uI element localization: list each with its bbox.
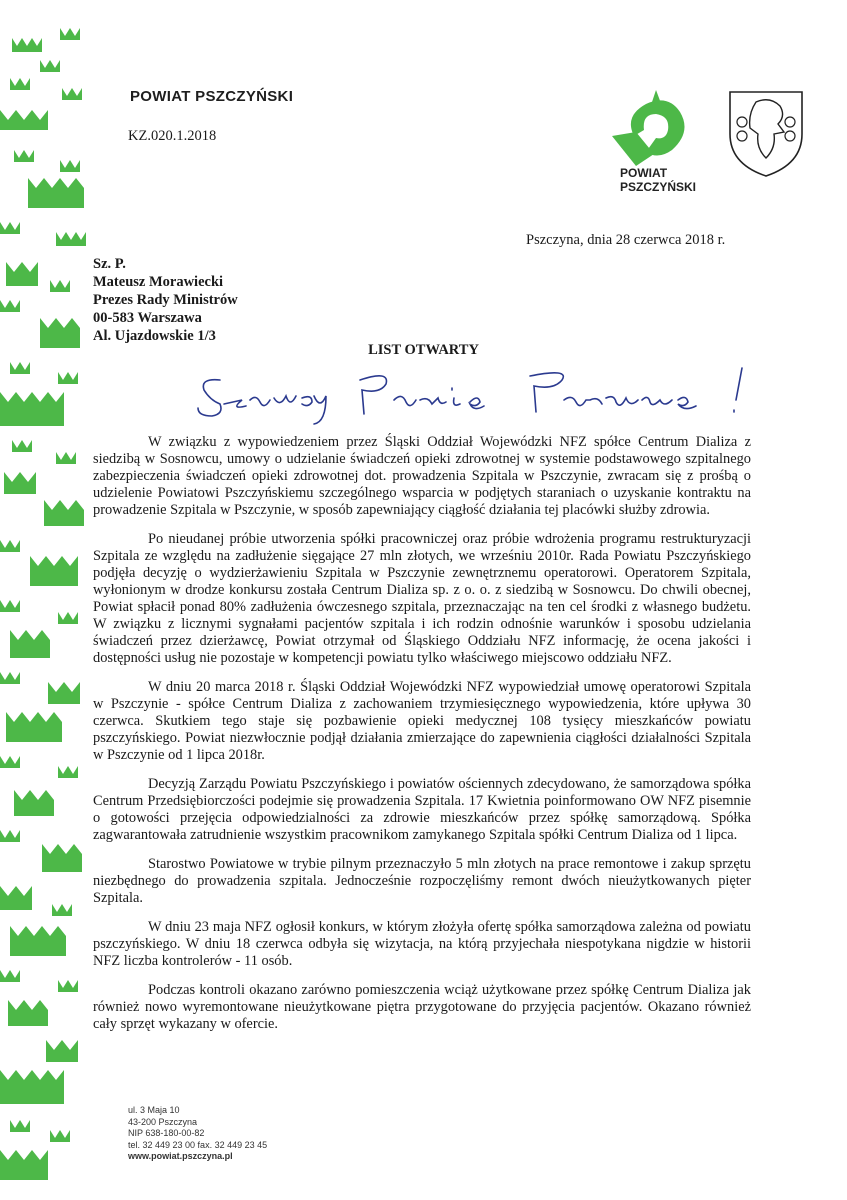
addressee-street: Al. Ujazdowskie 1/3 [93,328,216,344]
handwritten-salutation [190,360,770,430]
body-paragraph-5: Starostwo Powiatowe w trybie pilnym przeznaczyło 5 mln złotych na prace remontowe i zakup sprzętu niezbędnego do prowadzenia szpitala. Jednocześnie rozpoczęliśmy remont dwóch nieużytkowanych pięter Szpitala. [93,856,751,906]
addressee-position: Prezes Rady Ministrów [93,292,238,308]
footer-nip: NIP 638-180-00-82 [128,1128,205,1138]
decorative-crown-border [0,0,90,1200]
addressee-postal: 00-583 Warszawa [93,310,202,326]
footer-city: 43-200 Pszczyna [128,1116,198,1127]
logo-text-line2: PSZCZYŃSKI [620,180,697,194]
organization-name: POWIAT PSZCZYŃSKI [130,88,294,105]
coat-of-arms-icon [726,88,806,178]
letter-title-text: LIST OTWARTY [368,342,479,358]
logo-text-line1: POWIAT [620,166,668,180]
date-line: Pszczyna, dnia 28 czerwca 2018 r. [526,232,726,248]
footer-contact [128,1105,267,1163]
footer-phone: tel. 32 449 23 00 fax. 32 449 23 45 [128,1139,268,1150]
letter-title [0,342,847,359]
body-paragraph-6: W dniu 23 maja NFZ ogłosił konkurs, w którym złożyła ofertę spółka samorządowa zależna od powiatu pszczyńskiego. W dniu 18 czerwca odbyła się wizytacja, na którą przyjechała niespotykana nigdzie w historii NFZ liczba kontrolerów - 11 osób. [93,919,751,969]
addressee-salutation: Sz. P. [93,256,126,272]
reference-number: KZ.020.1.2018 [128,128,217,144]
body-paragraph-2: Po nieudanej próbie utworzenia spółki pracowniczej oraz próbie wdrożenia programu restrukturyzacji Szpitala ze względu na zadłużenie sięgające 27 mln złotych, we wrześniu 2010r. Rada Powiatu Pszczyńskiego podjęła decyzję o wydzierżawieniu Szpitala w Pszczynie zewnętrznemu operatorowi. Operatorem Szpitala, wyłonionym w drodze konkursu została Centrum Dializa sp. z o. o. z siedzibą w Sosnowcu. Do chwili obecnej, Powiat spłacił ponad 80% zadłużenia ówczesnego szpitala, przeznaczając na ten cel środki z własnego budżetu. W związku z licznymi sygnałami pacjentów szpitala i ich rodzin odnośnie warunków i sposobu udzielania świadczeń przez dzierżawcę, Powiat otrzymał od Śląskiego Oddziału NFZ informację, że ocena jakości i dostępności usług nie pozostaje w kompetencji powiatu tylko właściwego miejscowo oddziału NFZ. [93,531,751,666]
addressee-block [93,255,238,345]
addressee-name: Mateusz Morawiecki [93,274,224,290]
body-paragraph-4: Decyzją Zarządu Powiatu Pszczyńskiego i powiatów ościennych zdecydowano, że samorządowa spółka Centrum Przedsiębiorczości podejmie się prowadzenia Szpitala. 17 Kwietnia poinformowano OW NFZ pisemnie o gotowości przejęcia odpowiedzialności za zdrowie mieszkańców przez spółkę samorządową. Spółka zagwarantowała zatrudnienie wszystkim pracownikom zamykanego Szpitala spółki Centrum Dializa od 1 lipca. [93,776,751,843]
body-paragraph-3: W dniu 20 marca 2018 r. Śląski Oddział Wojewódzki NFZ wypowiedział umowę operatorowi Szpitala w Pszczynie - spółce Centrum Dializa z zachowaniem trzymiesięcznego wypowiedzenia, które upływa 30 czerwca. Skutkiem tego staje się pozbawienie opieki medycznej 108 tysięcy mieszkańców powiatu pszczyńskiego. Powiat niezwłocznie podjął działania zmierzające do zapewnienia ciągłości działalności Szpitala w Pszczynie od 1 lipca 2018r. [93,679,751,763]
logo-wordmark [620,166,696,194]
body-paragraph-1: W związku z wypowiedzeniem przez Śląski Oddział Wojewódzki NFZ spółce Centrum Dializa z siedzibą w Sosnowcu, umowy o udzielanie świadczeń opieki zdrowotnej w systemie podstawowego szpitalnego zabezpieczenia świadczeń opieki zdrowotnej dot. prowadzenia Szpitala w Pszczynie, zwracam się z prośbą o udzielenie Powiatowi Pszczyńskiemu szczególnego wsparcia w podjętych staraniach o uzyskanie kontraktu na prowadzenie Szpitala w Pszczynie, w sposób zapewniający ciągłość działania tej placówki służby zdrowia. [93,434,751,518]
footer-street: ul. 3 Maja 10 [128,1105,180,1115]
body-paragraph-7: Podczas kontroli okazano zarówno pomieszczenia wciąż użytkowane przez spółkę Centrum Dializa jak również nowo wyremontowane nieużytkowane piętra przygotowane do przyjęcia pacjentów. Okazano również cały sprzęt wykazany w ofercie. [93,982,751,1032]
footer-website-link[interactable]: www.powiat.pszczyna.pl [128,1151,233,1161]
letter-body [93,434,751,1045]
